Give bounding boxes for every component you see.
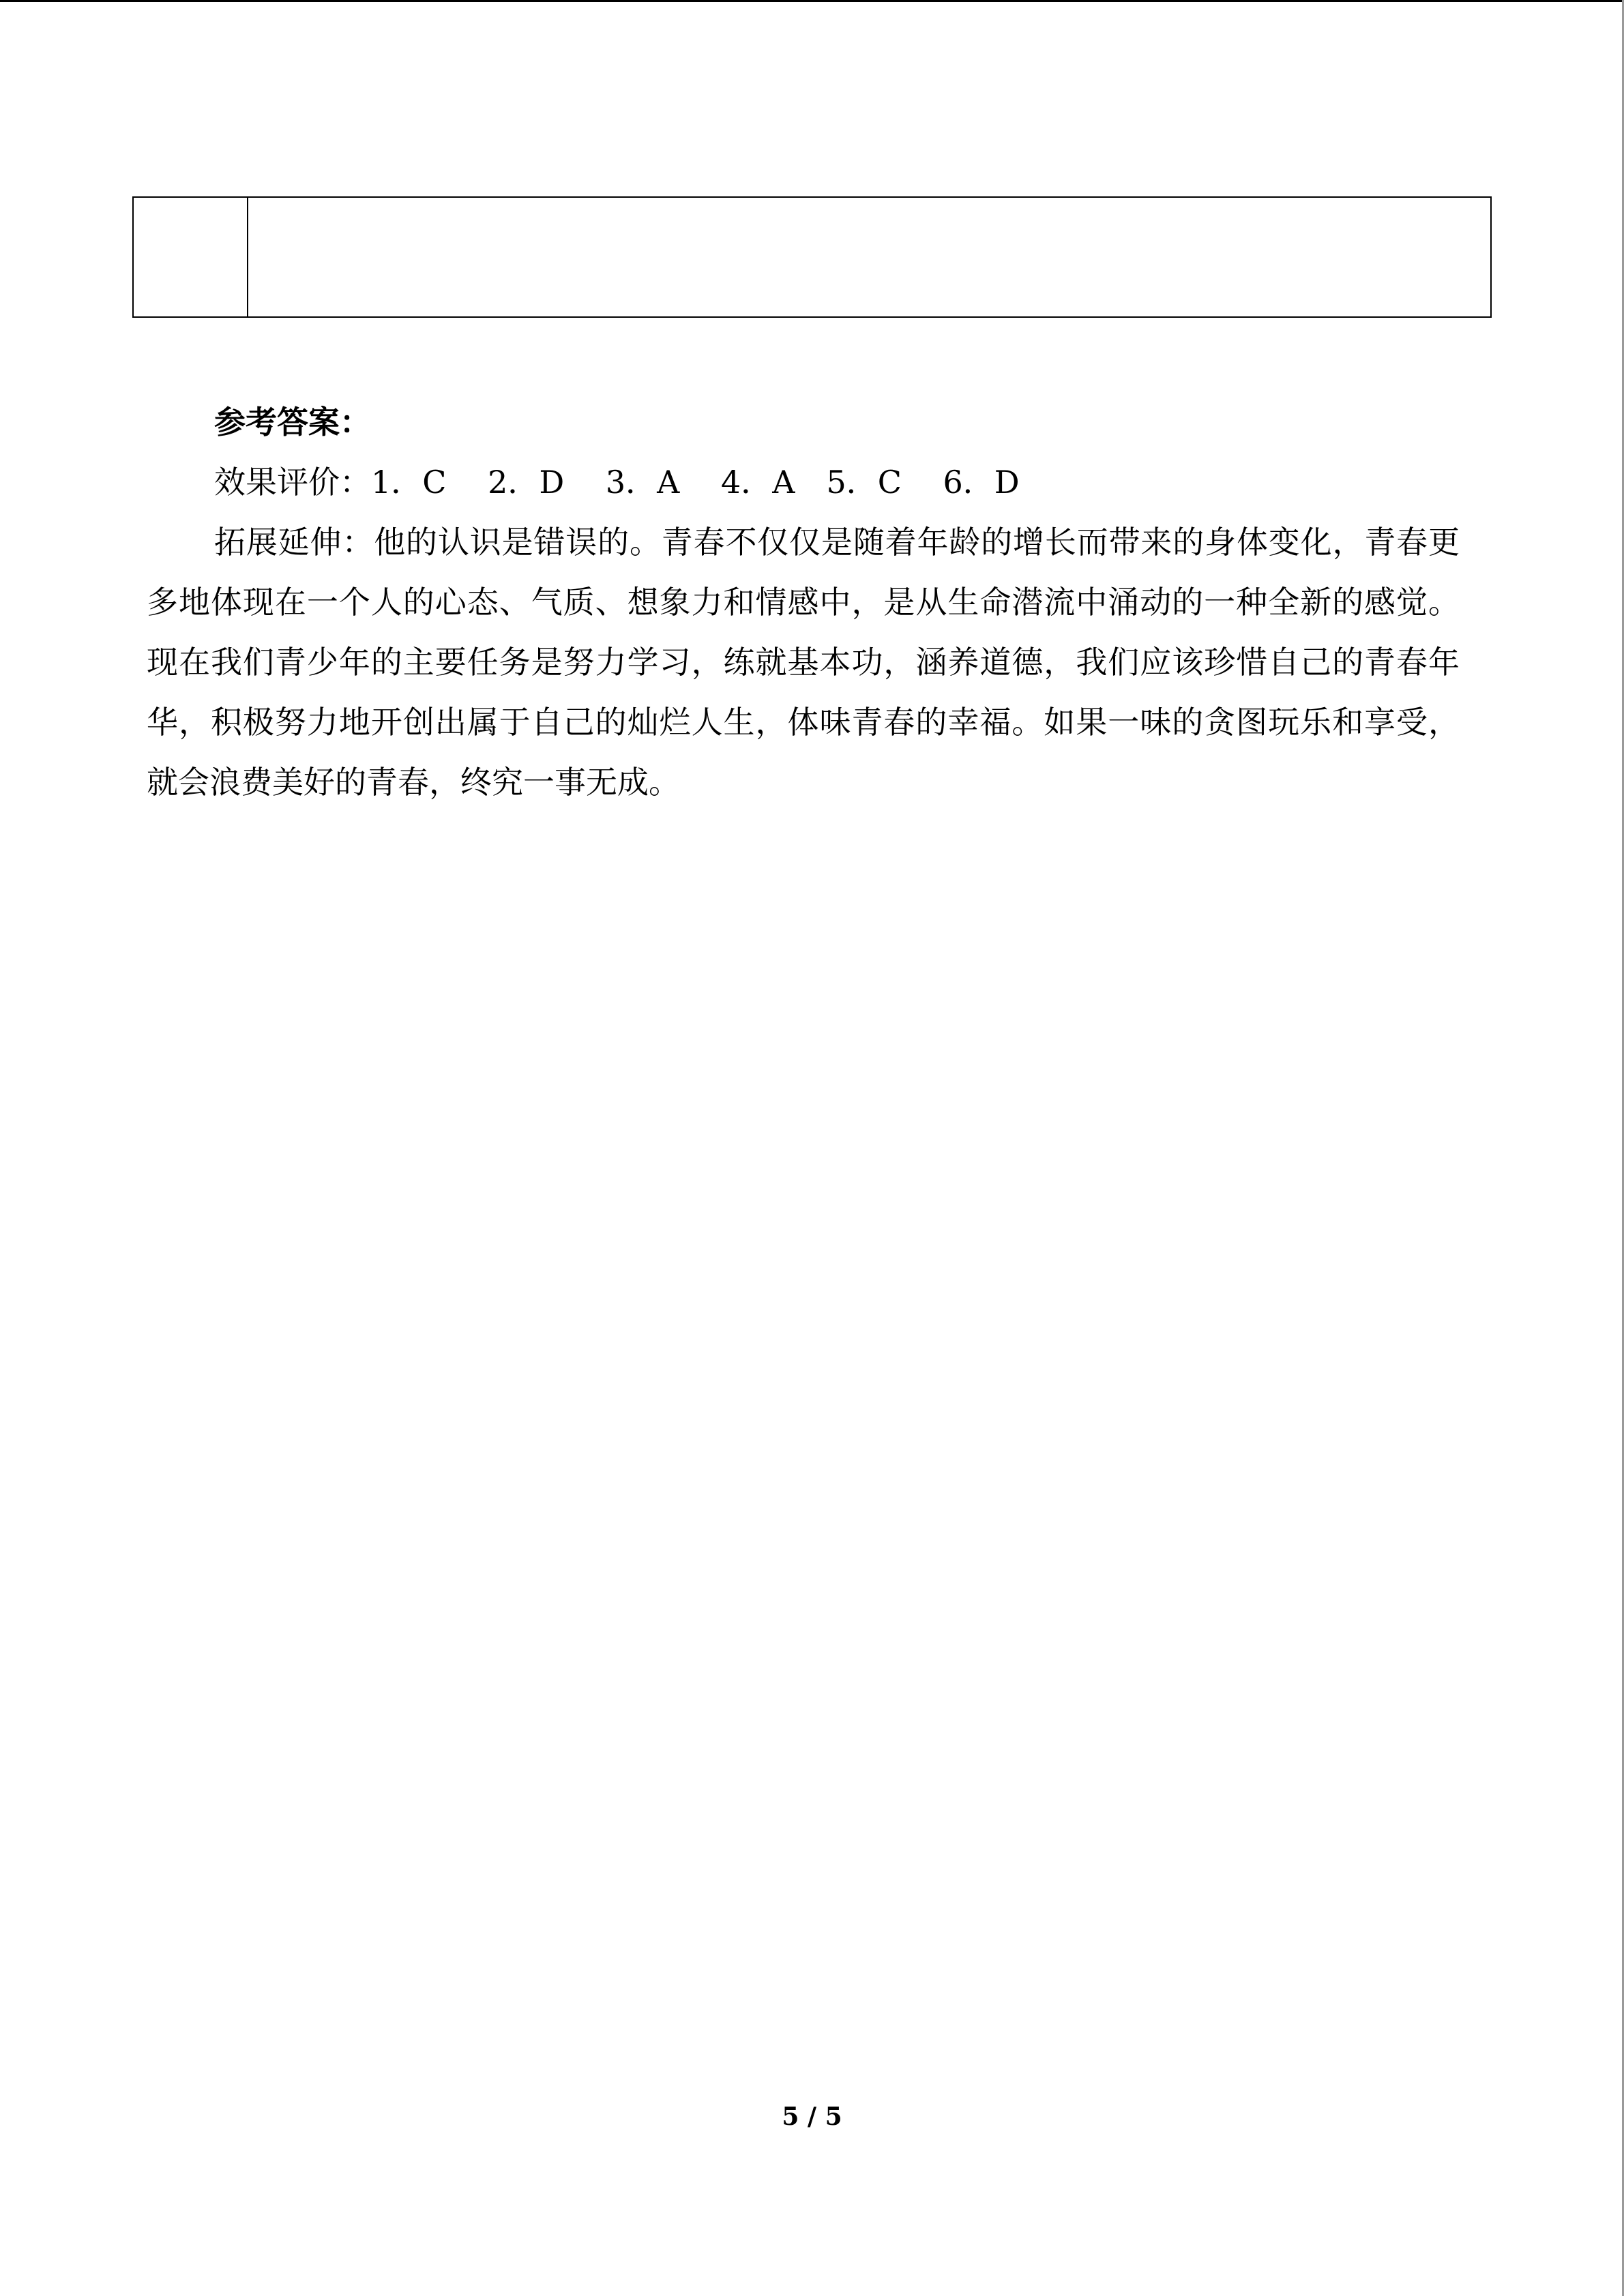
table-fragment	[132, 196, 1492, 318]
table-cell-label	[134, 198, 248, 316]
evaluation-answers: 效果评价：1．C 2．D 3．A 4．A 5．C 6．D	[214, 464, 1020, 501]
page-number: 5 / 5	[782, 2102, 842, 2131]
extension-answer: 拓展延伸：他的认识是错误的。青春不仅仅是随着年龄的增长而带来的身体变化，青春更多地体现在一个人的心态、气质、想象力和情感中，是从生命潜流中涌动的一种全新的感觉。现在我们青少年的主要任务是努力学习，练就基本功，涵养道德，我们应该珍惜自己的青春年华，积极努力地开创出属于自己的灿烂人生，体味青春的幸福。如果一味的贪图玩乐和享受，就会浪费美好的青春，终究一事无成。	[147, 524, 1460, 801]
answers-heading: 参考答案：	[214, 404, 371, 441]
table-cell-content	[248, 198, 1490, 316]
top-border-line	[0, 0, 1624, 2]
reference-answers-section	[147, 392, 1460, 812]
